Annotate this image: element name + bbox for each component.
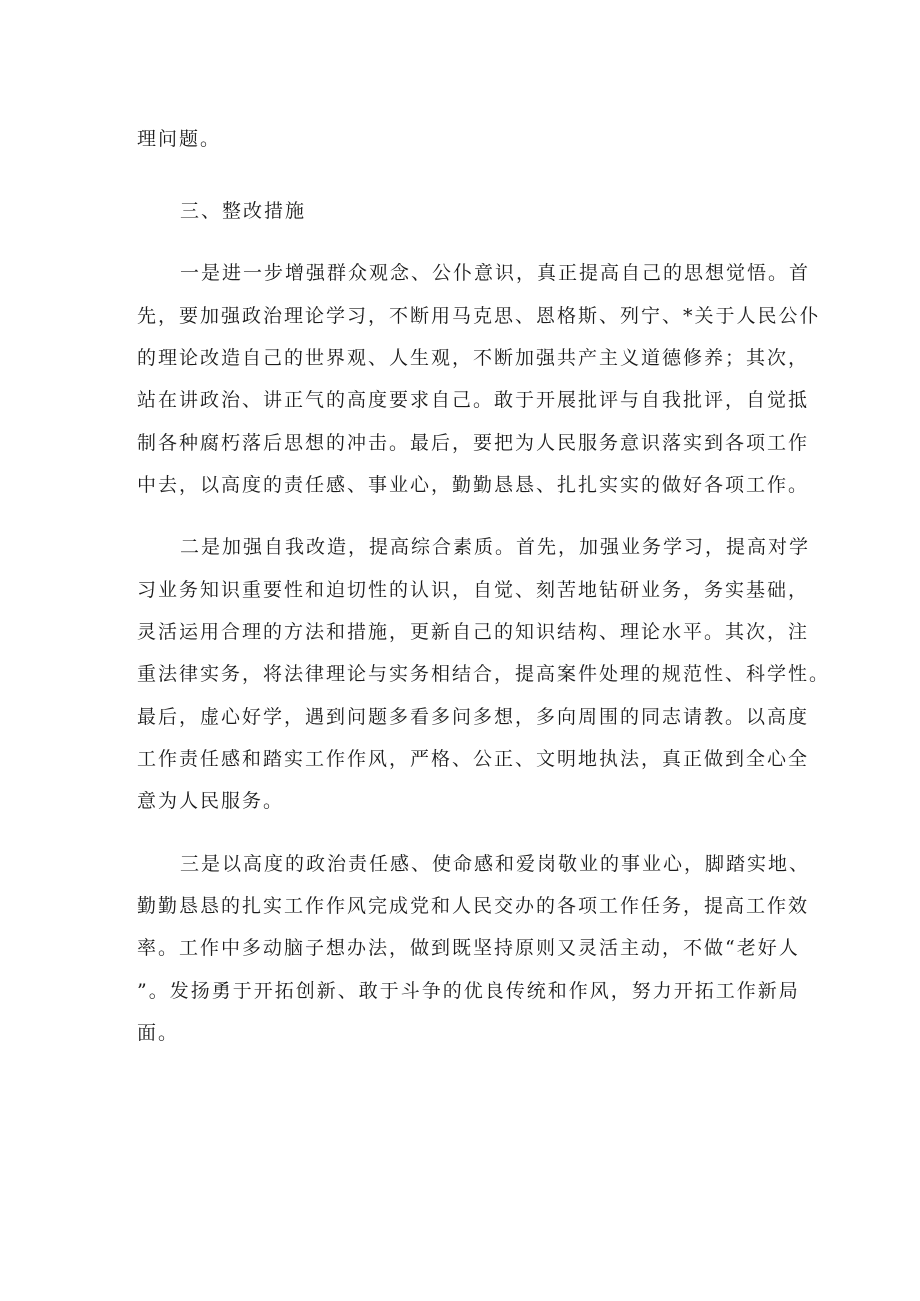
text-line: 三是以高度的政治责任感、使命感和爱岗敬业的事业心，脚踏实地、 <box>180 853 811 875</box>
section-heading: 三、整改措施 <box>180 200 307 222</box>
text-line: 站在讲政治、讲正气的高度要求自己。敢于开展批评与自我批评，自觉抵 <box>137 389 810 411</box>
text-line: 灵活运用合理的方法和措施，更新自己的知识结构、理论水平。其次，注 <box>137 621 810 643</box>
text-line: 面。 <box>137 1022 180 1044</box>
text-line: 最后，虚心好学，遇到问题多看多问多想，多向周围的同志请教。以高度 <box>137 706 810 728</box>
text-line: 中去，以高度的责任感、事业心，勤勤恳恳、扎扎实实的做好各项工作。 <box>137 474 810 496</box>
text-line: 理问题。 <box>137 128 222 150</box>
text-line: 率。工作中多动脑子想办法，做到既坚持原则又灵活主动，不做“老好人 <box>137 937 800 959</box>
text-line: 意为人民服务。 <box>137 790 285 812</box>
text-line: 习业务知识重要性和迫切性的认识，自觉、刻苦地钻研业务，务实基础， <box>137 579 810 601</box>
text-line: 重法律实务，将法律理论与实务相结合，提高案件处理的规范性、科学性。 <box>137 663 831 685</box>
text-line: 一是进一步增强群众观念、公仆意识，真正提高自己的思想觉悟。首 <box>180 262 811 284</box>
text-line: 勤勤恳恳的扎实工作作风完成党和人民交办的各项工作任务，提高工作效 <box>137 895 810 917</box>
text-line: ”。发扬勇于开拓创新、敢于斗争的优良传统和作风，努力开拓工作新局 <box>137 980 800 1002</box>
text-line: 制各种腐朽落后思想的冲击。最后，要把为人民服务意识落实到各项工作 <box>137 432 810 454</box>
text-line: 先，要加强政治理论学习，不断用马克思、恩格斯、列宁、*关于人民公仆 <box>137 305 821 327</box>
text-line: 二是加强自我改造，提高综合素质。首先，加强业务学习，提高对学 <box>180 536 811 558</box>
text-line: 的理论改造自己的世界观、人生观，不断加强共产主义道德修养；其次， <box>137 347 810 369</box>
text-line: 工作责任感和踏实工作作风，严格、公正、文明地执法，真正做到全心全 <box>137 748 810 770</box>
